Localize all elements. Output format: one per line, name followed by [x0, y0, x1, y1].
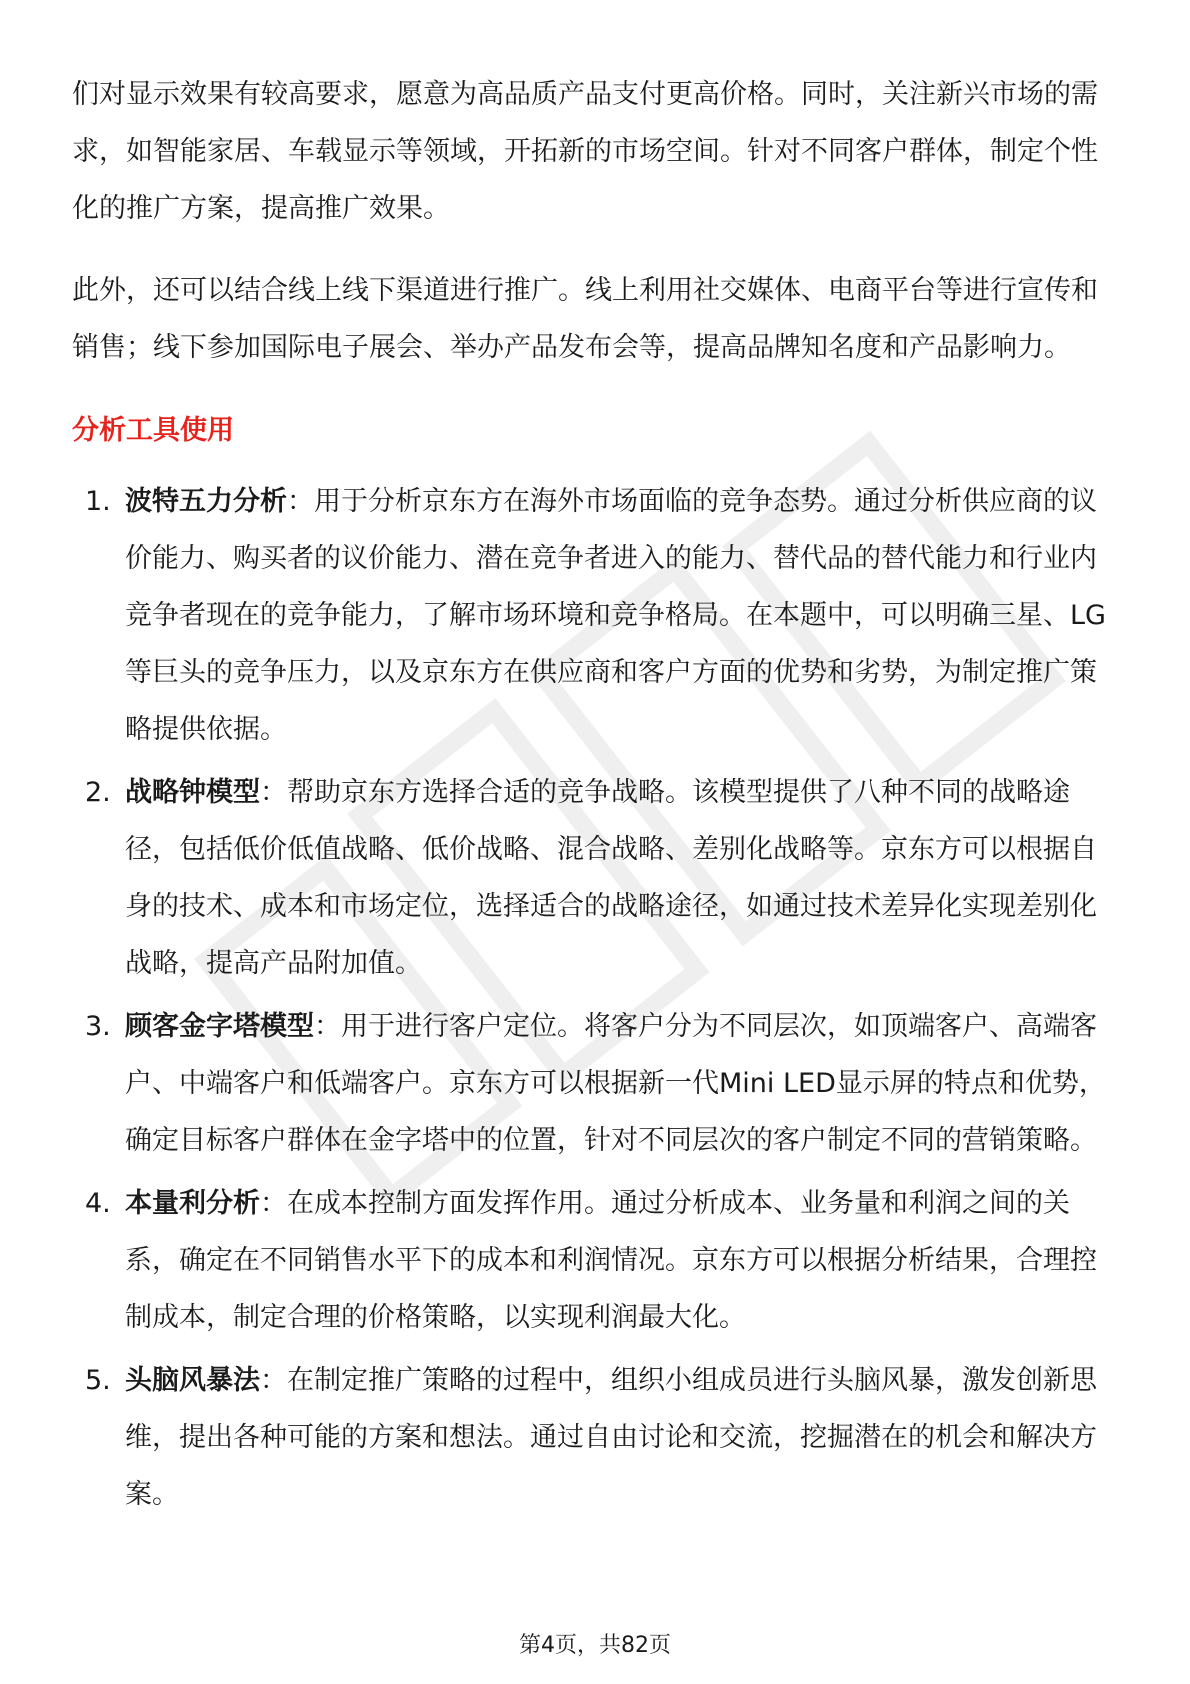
list-number: 4. — [85, 1188, 111, 1219]
tool-name: 波特五力分析 — [125, 486, 287, 517]
list-item — [72, 1175, 1122, 1346]
tool-name: 头脑风暴法 — [125, 1365, 260, 1396]
page-footer: 第4页，共82页 — [519, 1633, 671, 1658]
list-number: 2. — [85, 777, 111, 808]
tool-description: ：帮助京东方选择合适的竞争战略。该模型提供了八种不同的战略途径，包括低价低值战略、低价战略、混合战略、差别化战略等。京东方可以根据自身的技术、成本和市场定位，选择适合的战略途径，如通过技术差异化实现差别化战略，提高产品附加值。 — [125, 777, 1097, 979]
list-item — [72, 473, 1122, 758]
tool-description: ：在制定推广策略的过程中，组织小组成员进行头脑风暴，激发创新思维，提出各种可能的方案和想法。通过自由讨论和交流，挖掘潜在的机会和解决方案。 — [125, 1365, 1097, 1510]
list-number: 3. — [85, 1011, 111, 1042]
tool-description: ：用于进行客户定位。将客户分为不同层次，如顶端客户、高端客户、中端客户和低端客户。京东方可以根据新一代Mini LED显示屏的特点和优势，确定目标客户群体在金字塔中的位置，针对不同层次的客户制定不同的营销策略。 — [125, 1011, 1106, 1156]
tool-name: 本量利分析 — [125, 1188, 260, 1219]
document-page — [72, 66, 1122, 1529]
tool-name: 战略钟模型 — [125, 777, 260, 808]
tool-description: ：在成本控制方面发挥作用。通过分析成本、业务量和利润之间的关系，确定在不同销售水平下的成本和利润情况。京东方可以根据分析结果，合理控制成本，制定合理的价格策略，以实现利润最大化。 — [125, 1188, 1097, 1333]
list-item — [72, 998, 1122, 1169]
list-item — [72, 1352, 1122, 1523]
tool-name: 顾客金字塔模型 — [125, 1011, 314, 1042]
section-heading: 分析工具使用 — [72, 415, 234, 446]
list-item — [72, 764, 1122, 992]
body-paragraph: 们对显示效果有较高要求，愿意为高品质产品支付更高价格。同时，关注新兴市场的需求，如智能家居、车载显示等领域，开拓新的市场空间。针对不同客户群体，制定个性化的推广方案，提高推广效果。 — [72, 79, 1098, 224]
list-number: 5. — [85, 1365, 111, 1396]
tool-list — [72, 473, 1122, 1523]
body-paragraph: 此外，还可以结合线上线下渠道进行推广。线上利用社交媒体、电商平台等进行宣传和销售；线下参加国际电子展会、举办产品发布会等，提高品牌知名度和产品影响力。 — [72, 275, 1098, 363]
tool-description: ：用于分析京东方在海外市场面临的竞争态势。通过分析供应商的议价能力、购买者的议价能力、潜在竞争者进入的能力、替代品的替代能力和行业内竞争者现在的竞争能力，了解市场环境和竞争格局。在本题中，可以明确三星、LG等巨头的竞争压力，以及京东方在供应商和客户方面的优势和劣势，为制定推广策略提供依据。 — [125, 486, 1106, 745]
list-number: 1. — [85, 486, 111, 517]
